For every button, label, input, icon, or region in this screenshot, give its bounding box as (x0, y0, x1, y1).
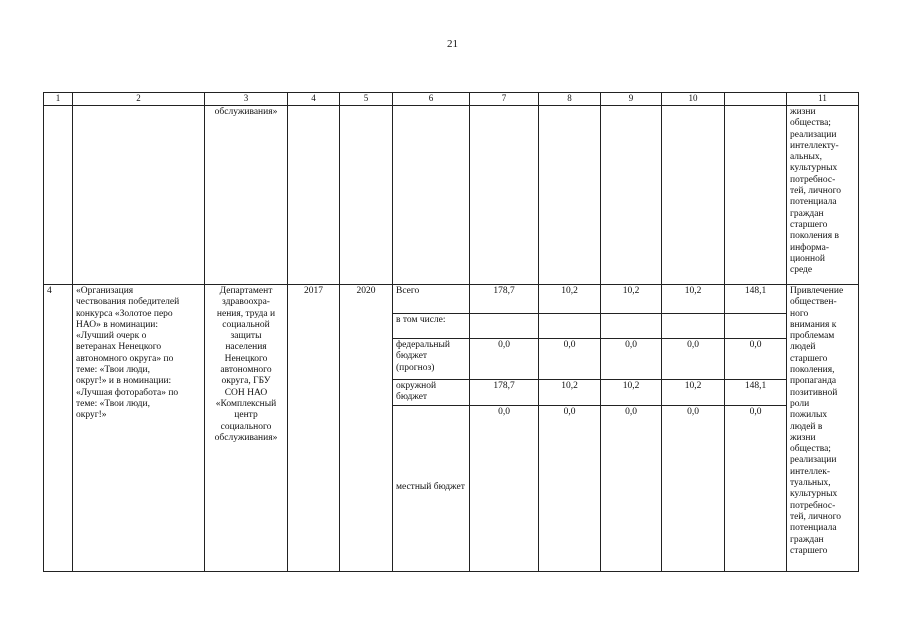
text-line: культурных (790, 489, 838, 500)
col-header-4: 4 (288, 93, 340, 106)
cell (44, 106, 73, 285)
finance-value: 0,0 (470, 405, 539, 571)
col-header-3: 3 (205, 93, 288, 106)
cell (662, 106, 725, 285)
cell (393, 106, 470, 285)
finance-label: в том числе: (393, 314, 470, 339)
text-line: пожилых (790, 410, 828, 421)
text-line: людей в (790, 421, 823, 432)
cell (725, 106, 787, 285)
text-line: внимания к (790, 319, 837, 330)
text-line: округ!» (76, 410, 107, 421)
text-line: пропаганда (790, 376, 837, 387)
cell (539, 106, 601, 285)
header-row (44, 93, 859, 106)
program-table (43, 92, 859, 572)
year-end: 2020 (340, 285, 393, 572)
text-line: населения (225, 342, 267, 353)
executor-tail: обслуживания» (205, 106, 288, 285)
text-line: потенциала (790, 197, 837, 208)
finance-value: 10,2 (662, 380, 725, 406)
finance-value: 10,2 (601, 285, 662, 314)
text-line: потребнос- (790, 174, 836, 185)
text-line: граждан (790, 208, 824, 219)
executor (205, 285, 288, 572)
col-header-1: 1 (44, 93, 73, 106)
text-line: чествования победителей (76, 297, 180, 308)
finance-value (725, 314, 787, 339)
text-line: реализации (790, 129, 837, 140)
year-start: 2017 (288, 285, 340, 572)
text-line: теме: «Твои люди, (76, 365, 150, 376)
text-line: ционной (790, 253, 825, 264)
finance-value: 10,2 (539, 285, 601, 314)
finance-value: 0,0 (470, 339, 539, 380)
text-line: социального (220, 421, 272, 432)
text-line: центр (234, 410, 258, 421)
text-line: «Лучшая фоторабота» по (76, 387, 179, 398)
cell (470, 106, 539, 285)
finance-value: 148,1 (725, 285, 787, 314)
text-line: старшего (790, 545, 828, 556)
text-line: теме: «Твои люди, (76, 398, 150, 409)
cell (288, 106, 340, 285)
text-line: жизни (790, 432, 816, 443)
text-line: общества; (790, 118, 831, 129)
text-line: Привлечение (790, 286, 844, 296)
text-line: среде (790, 265, 813, 276)
text-line: обществен- (790, 297, 837, 308)
text-line: округа, ГБУ (221, 376, 271, 387)
finance-value (470, 314, 539, 339)
text-line: старшего (790, 219, 828, 230)
text-line: защиты (230, 331, 262, 342)
finance-value: 178,7 (470, 285, 539, 314)
finance-value (662, 314, 725, 339)
finance-label: местный бюджет (393, 405, 470, 571)
text-line: поколения в (790, 231, 839, 242)
text-line: НАО» в номинации: (76, 319, 159, 330)
col-header-9: 9 (601, 93, 662, 106)
finance-value: 10,2 (601, 380, 662, 406)
col-header-7: 7 (470, 93, 539, 106)
text-line: проблемам (790, 331, 835, 342)
text-line: «Лучший очерк о (76, 331, 147, 342)
text-line: округ!» и в номинации: (76, 376, 172, 387)
finance-value: 178,7 (470, 380, 539, 406)
text-line: конкурса «Золотое перо (76, 308, 173, 319)
text-line: роли (790, 398, 810, 409)
text-line: Департамент (219, 286, 273, 296)
text-line: автономного округа» по (76, 353, 174, 364)
text-line: тей, личного (790, 186, 842, 197)
event-name (73, 285, 205, 572)
text-line: культурных (790, 163, 838, 174)
finance-label: окружной бюджет (393, 380, 470, 406)
finance-value: 0,0 (601, 339, 662, 380)
finance-value: 10,2 (662, 285, 725, 314)
col-header-8: 8 (539, 93, 601, 106)
continued-row (44, 106, 859, 285)
text-line: нения, труда и (216, 308, 276, 319)
finance-value (539, 314, 601, 339)
finance-label: Всего (393, 285, 470, 314)
text-line: граждан (790, 534, 824, 545)
page-number: 21 (447, 38, 458, 50)
finance-value: 0,0 (539, 405, 601, 571)
text-line: ного (790, 308, 809, 319)
text-line: «Организация (76, 286, 134, 296)
cell (73, 106, 205, 285)
col-header-blank (725, 93, 787, 106)
text-line: Ненецкого (224, 353, 268, 364)
text-line: потребнос- (790, 500, 836, 511)
text-line: старшего (790, 353, 828, 364)
text-line: реализации (790, 455, 837, 466)
text-line: интеллек- (790, 466, 831, 477)
text-line: позитивной (790, 387, 838, 398)
table-row (44, 285, 859, 314)
expected-result (787, 285, 859, 572)
text-line: людей (790, 342, 816, 353)
col-header-2: 2 (73, 93, 205, 106)
text-line: социальной (222, 319, 270, 330)
cell (340, 106, 393, 285)
finance-value: 0,0 (662, 339, 725, 380)
col-header-10: 10 (662, 93, 725, 106)
col-header-6: 6 (393, 93, 470, 106)
text-line: интеллекту- (790, 140, 839, 151)
text-line: информа- (790, 242, 830, 253)
col-header-5: 5 (340, 93, 393, 106)
text-line: туальных, (790, 478, 831, 489)
text-line: здравоохра- (222, 297, 270, 308)
text-line: «Комплексный (215, 398, 277, 409)
finance-value: 0,0 (725, 405, 787, 571)
text-line: общества; (790, 444, 831, 455)
row-number: 4 (44, 285, 73, 572)
text-line: СОН НАО (224, 387, 268, 398)
text-line: альных, (790, 152, 822, 163)
finance-value (601, 314, 662, 339)
finance-label: федеральный бюджет (прогноз) (393, 339, 470, 380)
result-tail (787, 106, 859, 285)
finance-value: 0,0 (539, 339, 601, 380)
finance-value: 148,1 (725, 380, 787, 406)
col-header-11: 11 (787, 93, 859, 106)
finance-value: 10,2 (539, 380, 601, 406)
text-line: поколения, (790, 365, 835, 376)
finance-value: 0,0 (662, 405, 725, 571)
finance-value: 0,0 (725, 339, 787, 380)
text-line: потенциала (790, 523, 837, 534)
text-line: обслуживания» (214, 432, 278, 443)
text-line: жизни (790, 107, 816, 117)
text-line: автономного (220, 365, 272, 376)
text-line: тей, личного (790, 511, 842, 522)
cell (601, 106, 662, 285)
text-line: ветеранах Ненецкого (76, 342, 162, 353)
finance-value: 0,0 (601, 405, 662, 571)
